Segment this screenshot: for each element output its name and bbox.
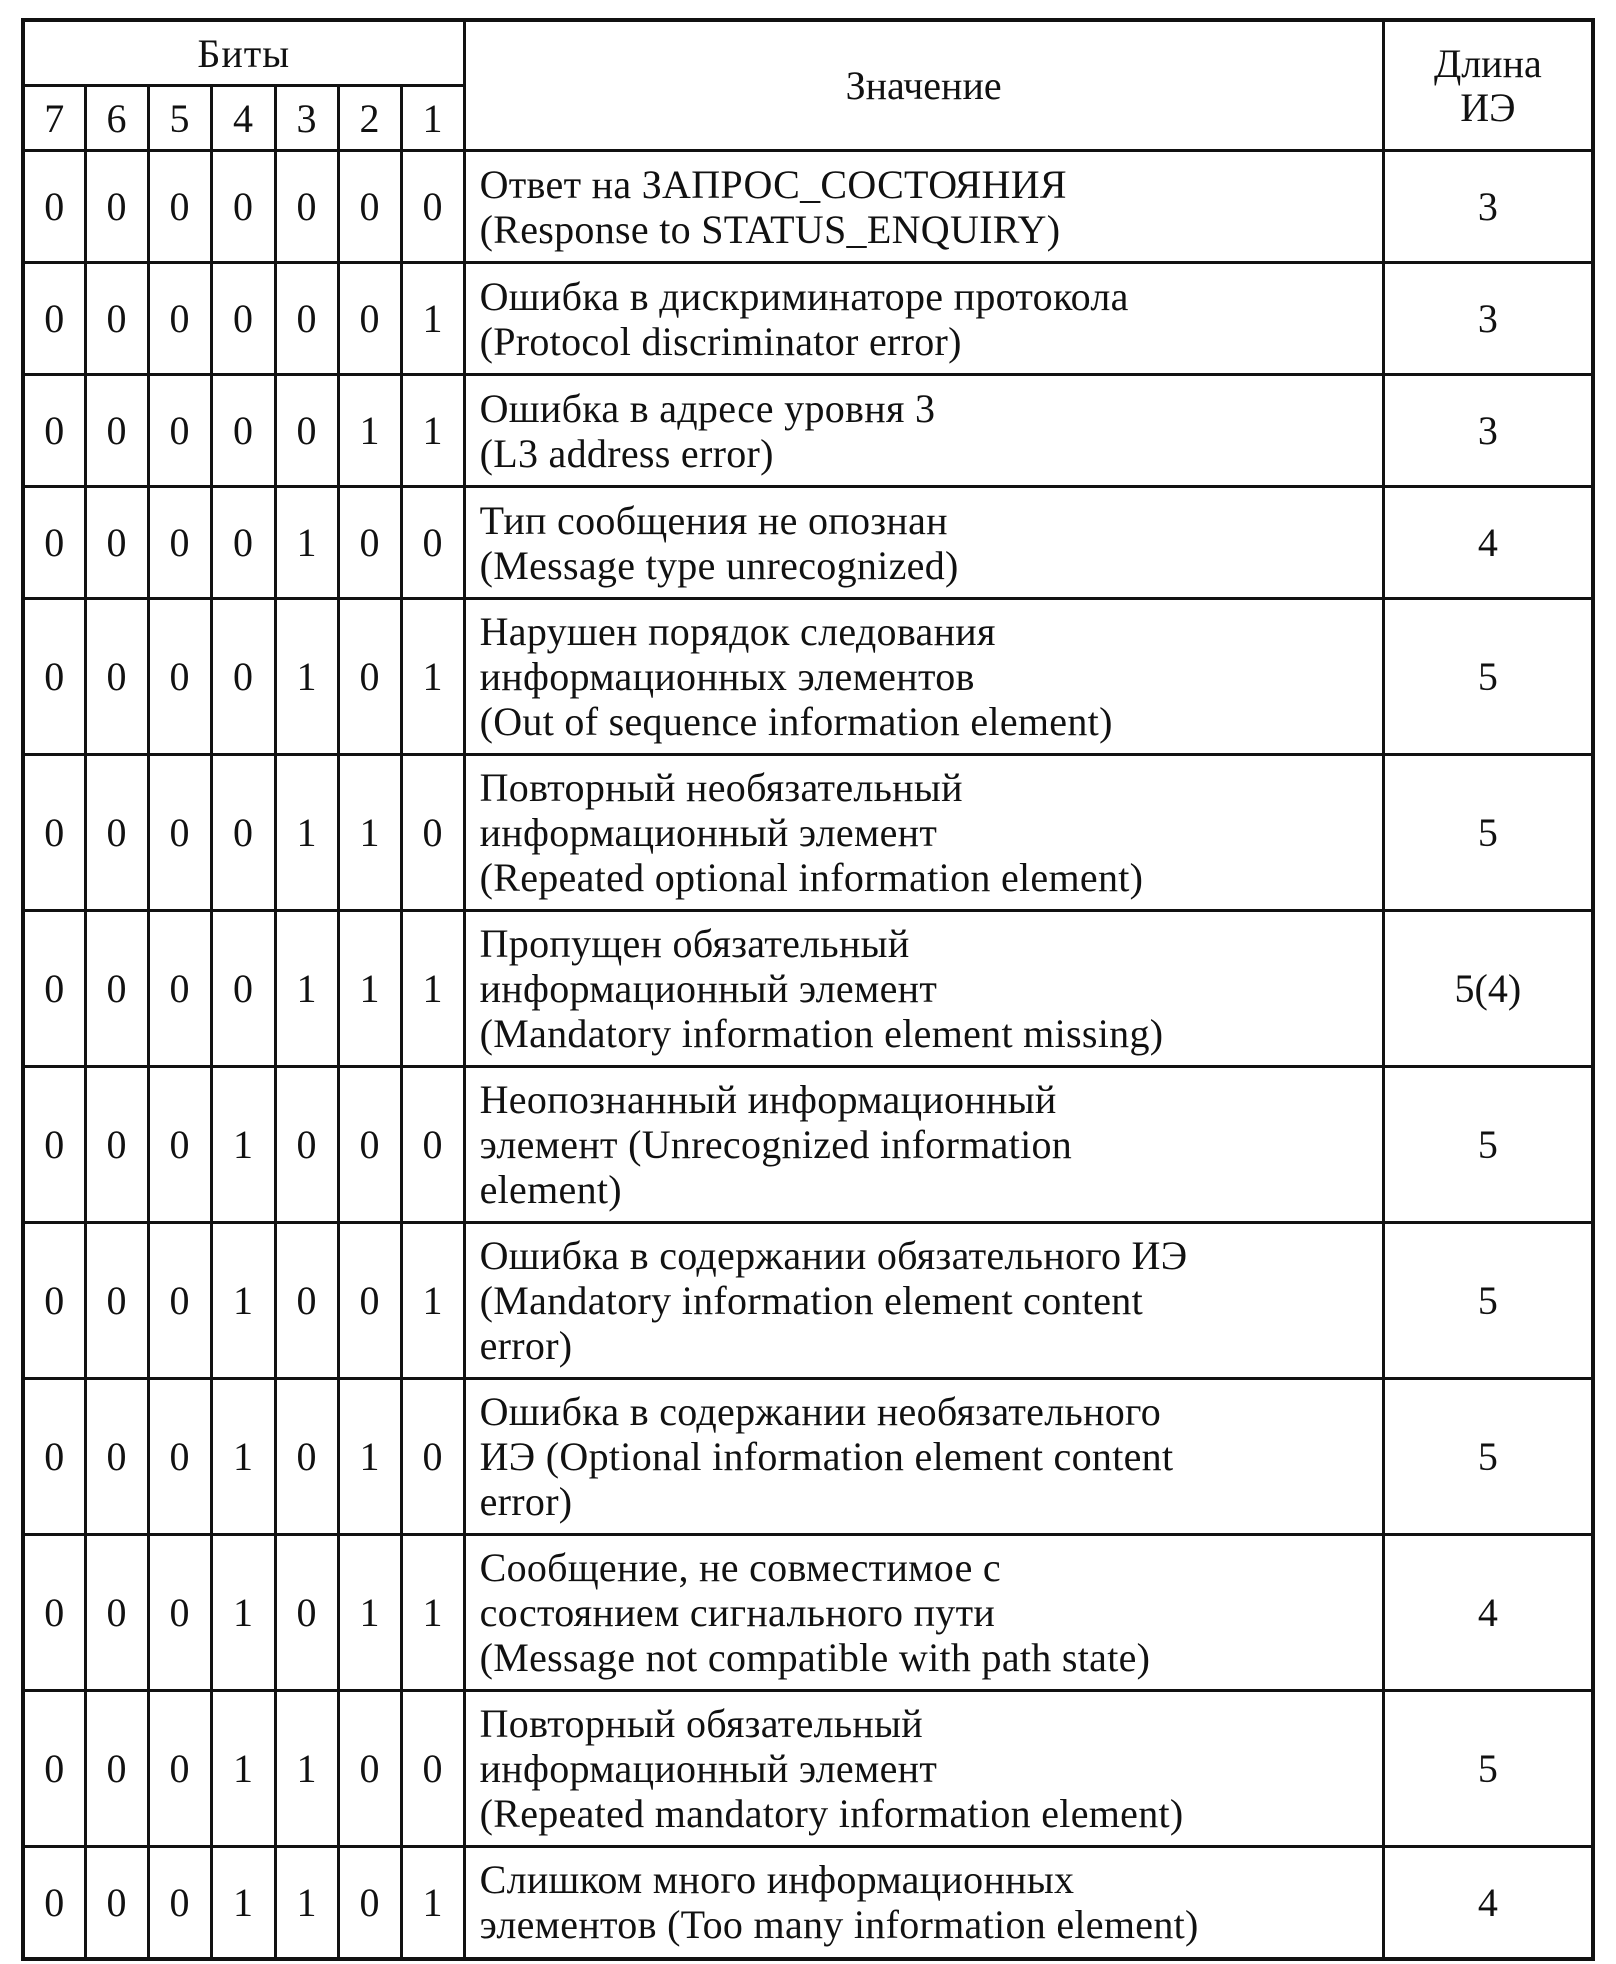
bit-value: 0 bbox=[338, 1223, 401, 1379]
meaning-line: (Repeated mandatory information element) bbox=[479, 1791, 1184, 1836]
bit-value: 0 bbox=[401, 1067, 464, 1223]
meaning-line: (Repeated optional information element) bbox=[479, 855, 1144, 900]
length-cell: 3 bbox=[1383, 375, 1593, 487]
meaning-line: информационный элемент bbox=[479, 810, 938, 855]
bit-value: 0 bbox=[275, 1535, 338, 1691]
meaning-line: (Mandatory information element content bbox=[479, 1278, 1144, 1323]
bit-value: 0 bbox=[85, 1067, 148, 1223]
bit-value: 0 bbox=[23, 1223, 85, 1379]
bit-value: 0 bbox=[23, 911, 85, 1067]
table-body bbox=[23, 151, 1593, 1959]
length-header-line2: ИЭ bbox=[1460, 84, 1516, 130]
meaning-line: (Out of sequence information element) bbox=[479, 699, 1113, 744]
bit-value: 0 bbox=[148, 1847, 211, 1959]
bit-value: 1 bbox=[211, 1535, 275, 1691]
bit-value: 0 bbox=[23, 375, 85, 487]
bit-value: 0 bbox=[85, 599, 148, 755]
bit-value: 1 bbox=[275, 1691, 338, 1847]
bit-value: 0 bbox=[148, 263, 211, 375]
bit-value: 0 bbox=[85, 755, 148, 911]
meaning-line: Ошибка в содержании обязательного ИЭ bbox=[479, 1233, 1188, 1278]
meaning-header: Значение bbox=[464, 20, 1383, 151]
meaning-line: ИЭ (Optional information element content bbox=[479, 1434, 1174, 1479]
meaning-line: (Message type unrecognized) bbox=[479, 542, 959, 588]
bit-value: 1 bbox=[401, 263, 464, 375]
meaning-cell bbox=[464, 755, 1383, 911]
bit-value: 0 bbox=[211, 755, 275, 911]
bit-value: 0 bbox=[23, 1691, 85, 1847]
table-row bbox=[23, 1691, 1593, 1847]
table-row bbox=[23, 1535, 1593, 1691]
bit-value: 1 bbox=[401, 1223, 464, 1379]
bit-value: 1 bbox=[401, 1535, 464, 1691]
table-row bbox=[23, 151, 1593, 263]
bit-value: 0 bbox=[148, 1379, 211, 1535]
bit-value: 1 bbox=[211, 1847, 275, 1959]
bit-value: 0 bbox=[148, 1223, 211, 1379]
length-cell: 4 bbox=[1383, 1535, 1593, 1691]
bit-value: 1 bbox=[401, 1847, 464, 1959]
meaning-line: (Response to STATUS_ENQUIRY) bbox=[479, 206, 1061, 252]
bit-value: 0 bbox=[275, 151, 338, 263]
bit-value: 0 bbox=[401, 1691, 464, 1847]
bit-value: 0 bbox=[23, 755, 85, 911]
table-row bbox=[23, 1847, 1593, 1959]
bit-value: 1 bbox=[275, 755, 338, 911]
bit-value: 0 bbox=[148, 1067, 211, 1223]
bit-value: 0 bbox=[338, 151, 401, 263]
meaning-line: Пропущен обязательный bbox=[479, 921, 910, 966]
length-cell: 4 bbox=[1383, 1847, 1593, 1959]
table-row bbox=[23, 599, 1593, 755]
bit-value: 0 bbox=[401, 755, 464, 911]
bit-value: 0 bbox=[85, 263, 148, 375]
bit-value: 0 bbox=[148, 755, 211, 911]
bit-value: 1 bbox=[275, 911, 338, 1067]
meaning-line: element) bbox=[479, 1167, 622, 1212]
bit-value: 0 bbox=[23, 487, 85, 599]
meaning-cell bbox=[464, 1535, 1383, 1691]
length-cell: 5 bbox=[1383, 1691, 1593, 1847]
meaning-line: элементов (Too many information element) bbox=[479, 1902, 1199, 1948]
bit-value: 0 bbox=[148, 911, 211, 1067]
meaning-line: Тип сообщения не опознан bbox=[479, 497, 948, 543]
meaning-line: error) bbox=[479, 1479, 573, 1524]
bit-value: 0 bbox=[85, 487, 148, 599]
table-row bbox=[23, 755, 1593, 911]
bit-number-3: 3 bbox=[275, 86, 338, 151]
bit-value: 0 bbox=[148, 1691, 211, 1847]
bit-value: 0 bbox=[23, 1847, 85, 1959]
meaning-line: (Message not compatible with path state) bbox=[479, 1635, 1151, 1680]
meaning-line: (Protocol discriminator error) bbox=[479, 318, 962, 364]
length-cell: 5 bbox=[1383, 755, 1593, 911]
length-cell: 3 bbox=[1383, 263, 1593, 375]
bit-value: 0 bbox=[275, 263, 338, 375]
meaning-line: элемент (Unrecognized information bbox=[479, 1122, 1073, 1167]
bit-value: 1 bbox=[211, 1691, 275, 1847]
bit-value: 0 bbox=[85, 151, 148, 263]
bit-value: 1 bbox=[401, 375, 464, 487]
bit-value: 1 bbox=[211, 1223, 275, 1379]
table-row bbox=[23, 487, 1593, 599]
bit-number-6: 6 bbox=[85, 86, 148, 151]
bit-value: 0 bbox=[148, 1535, 211, 1691]
meaning-line: Слишком много информационных bbox=[479, 1857, 1075, 1903]
meaning-cell bbox=[464, 1379, 1383, 1535]
bit-value: 0 bbox=[275, 1067, 338, 1223]
meaning-line: Ошибка в содержании необязательного bbox=[479, 1389, 1162, 1434]
bit-value: 0 bbox=[338, 1691, 401, 1847]
meaning-cell bbox=[464, 599, 1383, 755]
bit-number-1: 1 bbox=[401, 86, 464, 151]
meaning-cell bbox=[464, 1691, 1383, 1847]
length-cell: 5(4) bbox=[1383, 911, 1593, 1067]
meaning-line: (Mandatory information element missing) bbox=[479, 1011, 1164, 1056]
bit-value: 0 bbox=[211, 151, 275, 263]
table-header bbox=[23, 20, 1593, 151]
meaning-line: Ошибка в дискриминаторе протокола bbox=[479, 273, 1129, 319]
bit-value: 0 bbox=[275, 1379, 338, 1535]
bit-value: 0 bbox=[211, 263, 275, 375]
length-cell: 3 bbox=[1383, 151, 1593, 263]
meaning-line: состоянием сигнального пути bbox=[479, 1590, 996, 1635]
bit-value: 0 bbox=[148, 375, 211, 487]
bit-value: 1 bbox=[275, 599, 338, 755]
table-row bbox=[23, 375, 1593, 487]
bit-value: 0 bbox=[23, 263, 85, 375]
bit-value: 0 bbox=[148, 487, 211, 599]
bit-value: 1 bbox=[338, 1379, 401, 1535]
bit-number-5: 5 bbox=[148, 86, 211, 151]
bit-value: 1 bbox=[211, 1067, 275, 1223]
bits-header: Биты bbox=[23, 20, 464, 86]
bit-value: 1 bbox=[275, 487, 338, 599]
bit-value: 0 bbox=[85, 911, 148, 1067]
bit-value: 0 bbox=[85, 1379, 148, 1535]
bit-value: 0 bbox=[23, 1535, 85, 1691]
meaning-line: Ответ на ЗАПРОС_СОСТОЯНИЯ bbox=[479, 161, 1067, 207]
length-cell: 5 bbox=[1383, 1223, 1593, 1379]
bit-value: 0 bbox=[85, 1535, 148, 1691]
bit-value: 0 bbox=[148, 151, 211, 263]
bit-number-4: 4 bbox=[211, 86, 275, 151]
bit-value: 0 bbox=[338, 1067, 401, 1223]
bit-value: 0 bbox=[338, 599, 401, 755]
bit-value: 1 bbox=[401, 911, 464, 1067]
bit-value: 0 bbox=[211, 599, 275, 755]
bit-value: 0 bbox=[401, 1379, 464, 1535]
bit-value: 0 bbox=[211, 911, 275, 1067]
bit-value: 0 bbox=[148, 599, 211, 755]
bit-value: 1 bbox=[338, 911, 401, 1067]
meaning-line: error) bbox=[479, 1323, 573, 1368]
bit-value: 1 bbox=[338, 1535, 401, 1691]
bit-value: 1 bbox=[338, 755, 401, 911]
meaning-line: Нарушен порядок следования bbox=[479, 609, 996, 654]
meaning-line: Неопознанный информационный bbox=[479, 1077, 1057, 1122]
meaning-cell bbox=[464, 263, 1383, 375]
length-cell: 5 bbox=[1383, 1379, 1593, 1535]
meaning-cell bbox=[464, 911, 1383, 1067]
meaning-line: Повторный необязательный bbox=[479, 765, 963, 810]
meaning-cell bbox=[464, 1223, 1383, 1379]
bit-value: 0 bbox=[211, 375, 275, 487]
bit-value: 1 bbox=[275, 1847, 338, 1959]
bit-value: 0 bbox=[23, 599, 85, 755]
bit-value: 0 bbox=[23, 151, 85, 263]
table-row bbox=[23, 1223, 1593, 1379]
bit-value: 1 bbox=[401, 599, 464, 755]
bit-value: 1 bbox=[211, 1379, 275, 1535]
table-row bbox=[23, 911, 1593, 1067]
length-cell: 5 bbox=[1383, 1067, 1593, 1223]
length-header-line1: Длина bbox=[1433, 40, 1542, 86]
meaning-cell bbox=[464, 1067, 1383, 1223]
table-row bbox=[23, 1067, 1593, 1223]
bit-number-2: 2 bbox=[338, 86, 401, 151]
bit-value: 1 bbox=[338, 375, 401, 487]
bit-value: 0 bbox=[338, 487, 401, 599]
length-cell: 5 bbox=[1383, 599, 1593, 755]
meaning-line: информационных элементов bbox=[479, 654, 975, 699]
meaning-cell bbox=[464, 1847, 1383, 1959]
length-header bbox=[1383, 20, 1593, 151]
length-cell: 4 bbox=[1383, 487, 1593, 599]
bit-value: 0 bbox=[401, 487, 464, 599]
table-row bbox=[23, 263, 1593, 375]
bit-value: 0 bbox=[401, 151, 464, 263]
bit-value: 0 bbox=[275, 1223, 338, 1379]
meaning-line: Сообщение, не совместимое с bbox=[479, 1545, 1001, 1590]
meaning-line: информационный элемент bbox=[479, 1746, 938, 1791]
meaning-cell bbox=[464, 151, 1383, 263]
bit-number-7: 7 bbox=[23, 86, 85, 151]
bit-value: 0 bbox=[338, 1847, 401, 1959]
coding-table bbox=[21, 18, 1595, 1961]
meaning-line: Повторный обязательный bbox=[479, 1701, 924, 1746]
meaning-line: Ошибка в адресе уровня 3 bbox=[479, 385, 936, 431]
table-row bbox=[23, 1379, 1593, 1535]
meaning-line: информационный элемент bbox=[479, 966, 938, 1011]
bit-value: 0 bbox=[23, 1067, 85, 1223]
meaning-cell bbox=[464, 375, 1383, 487]
bit-value: 0 bbox=[85, 1223, 148, 1379]
bit-value: 0 bbox=[85, 1847, 148, 1959]
bit-value: 0 bbox=[85, 375, 148, 487]
bit-value: 0 bbox=[23, 1379, 85, 1535]
bit-value: 0 bbox=[275, 375, 338, 487]
bit-value: 0 bbox=[338, 263, 401, 375]
bit-value: 0 bbox=[85, 1691, 148, 1847]
meaning-line: (L3 address error) bbox=[479, 430, 774, 476]
meaning-cell bbox=[464, 487, 1383, 599]
bit-value: 0 bbox=[211, 487, 275, 599]
